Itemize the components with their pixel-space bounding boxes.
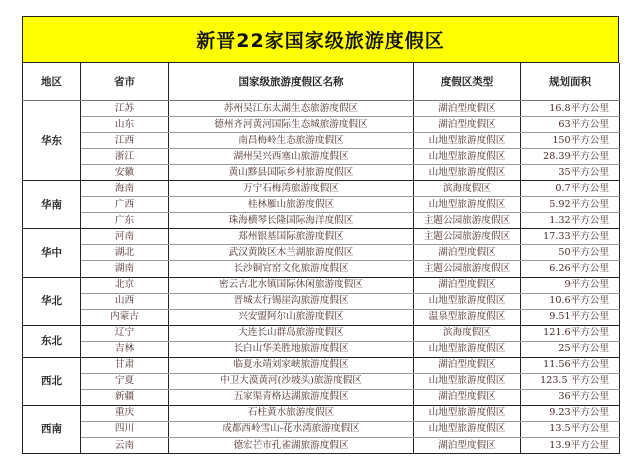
table-row: [23, 373, 620, 389]
resort-type-cell: 山地型旅游度假区: [414, 405, 521, 421]
resort-name-cell: 中卫大漠黄河(沙坡头)旅游度假区: [169, 373, 414, 389]
title-banner: [22, 16, 619, 63]
planned-area-cell: 16.8平方公里: [521, 101, 620, 117]
resort-name-cell: 长白山华美胜地旅游度假区: [169, 341, 414, 357]
page-title: 新晋22家国家级旅游度假区: [196, 30, 445, 52]
region-cell: 西南: [23, 405, 81, 453]
planned-area-cell: 123.5 平方公里: [521, 373, 620, 389]
planned-area-cell: 50平方公里: [521, 245, 620, 261]
planned-area-cell: 10.6平方公里: [521, 293, 620, 309]
resort-type-cell: 湖泊型度假区: [414, 357, 521, 373]
table-row: [23, 277, 620, 293]
table-row: [23, 117, 620, 133]
table-row: [23, 133, 620, 149]
resort-type-cell: 主题公园旅游度假区: [414, 261, 521, 277]
region-cell: 华北: [23, 277, 81, 325]
planned-area-cell: 13.9平方公里: [521, 437, 620, 453]
table-row: [23, 325, 620, 341]
resort-type-cell: 湖泊型度假区: [414, 117, 521, 133]
province-cell: 安徽: [81, 165, 169, 181]
region-cell: 华中: [23, 229, 81, 277]
resort-name-cell: 万宁石梅湾旅游度假区: [169, 181, 414, 197]
header-region: 地区: [23, 63, 81, 101]
planned-area-cell: 11.56平方公里: [521, 357, 620, 373]
resort-name-cell: 南昌梅岭生态旅游度假区: [169, 133, 414, 149]
planned-area-cell: 121.6平方公里: [521, 325, 620, 341]
table-row: [23, 101, 620, 117]
resort-name-cell: 德州齐河黄河国际生态城旅游度假区: [169, 117, 414, 133]
province-cell: 江苏: [81, 101, 169, 117]
resort-name-cell: 德宏芒市孔雀湖旅游度假区: [169, 437, 414, 453]
table-row: [23, 229, 620, 245]
resort-type-cell: 湖泊型度假区: [414, 389, 521, 405]
resort-name-cell: 临夏永靖刘家峡旅游度假区: [169, 357, 414, 373]
table-row: [23, 213, 620, 229]
resort-name-cell: 密云古北水镇国际休闲旅游度假区: [169, 277, 414, 293]
resort-name-cell: 黄山黟县国际乡村旅游度假区: [169, 165, 414, 181]
resort-type-cell: 滨海度假区: [414, 181, 521, 197]
table-row: [23, 357, 620, 373]
province-cell: 浙江: [81, 149, 169, 165]
table-row: [23, 261, 620, 277]
resort-table: [22, 63, 620, 454]
province-cell: 甘肃: [81, 357, 169, 373]
table-row: [23, 437, 620, 453]
table-row: [23, 341, 620, 357]
resort-type-cell: 山地型旅游度假区: [414, 293, 521, 309]
table-row: [23, 165, 620, 181]
resort-type-cell: 山地型旅游度假区: [414, 373, 521, 389]
header-resort-type: 度假区类型: [414, 63, 521, 101]
province-cell: 河南: [81, 229, 169, 245]
planned-area-cell: 1.32平方公里: [521, 213, 620, 229]
planned-area-cell: 13.5平方公里: [521, 421, 620, 437]
header-resort-name: 国家级旅游度假区名称: [169, 63, 414, 101]
province-cell: 湖北: [81, 245, 169, 261]
planned-area-cell: 35平方公里: [521, 165, 620, 181]
planned-area-cell: 0.7平方公里: [521, 181, 620, 197]
province-cell: 重庆: [81, 405, 169, 421]
table-row: [23, 389, 620, 405]
planned-area-cell: 9.23平方公里: [521, 405, 620, 421]
resort-type-cell: 温泉型旅游度假区: [414, 309, 521, 325]
resort-name-cell: 郑州银基国际旅游度假区: [169, 229, 414, 245]
table-row: [23, 149, 620, 165]
region-cell: 西北: [23, 357, 81, 405]
planned-area-cell: 5.92平方公里: [521, 197, 620, 213]
resort-type-cell: 山地型旅游度假区: [414, 421, 521, 437]
resort-name-cell: 长沙铜官窑文化旅游度假区: [169, 261, 414, 277]
resort-type-cell: 山地型旅游度假区: [414, 165, 521, 181]
resort-name-cell: 湖州吴兴西塞山旅游度假区: [169, 149, 414, 165]
resort-type-cell: 主题公园旅游度假区: [414, 229, 521, 245]
planned-area-cell: 25平方公里: [521, 341, 620, 357]
planned-area-cell: 150平方公里: [521, 133, 620, 149]
province-cell: 吉林: [81, 341, 169, 357]
table-header-row: [23, 63, 620, 101]
province-cell: 山西: [81, 293, 169, 309]
resort-table-sheet: [22, 16, 619, 454]
table-row: [23, 197, 620, 213]
planned-area-cell: 63平方公里: [521, 117, 620, 133]
province-cell: 四川: [81, 421, 169, 437]
resort-type-cell: 滨海度假区: [414, 325, 521, 341]
planned-area-cell: 9.51平方公里: [521, 309, 620, 325]
region-cell: 华东: [23, 101, 81, 181]
province-cell: 宁夏: [81, 373, 169, 389]
province-cell: 辽宁: [81, 325, 169, 341]
province-cell: 广东: [81, 213, 169, 229]
province-cell: 海南: [81, 181, 169, 197]
table-body: [23, 101, 620, 454]
resort-type-cell: 山地型旅游度假区: [414, 341, 521, 357]
resort-type-cell: 湖泊型度假区: [414, 277, 521, 293]
province-cell: 北京: [81, 277, 169, 293]
planned-area-cell: 9平方公里: [521, 277, 620, 293]
resort-name-cell: 兴安盟阿尔山旅游度假区: [169, 309, 414, 325]
resort-type-cell: 山地型旅游度假区: [414, 197, 521, 213]
header-planned-area: 规划面积: [521, 63, 620, 101]
resort-name-cell: 苏州吴江东太湖生态旅游度假区: [169, 101, 414, 117]
resort-type-cell: 湖泊型度假区: [414, 437, 521, 453]
province-cell: 广西: [81, 197, 169, 213]
resort-name-cell: 石柱黄水旅游度假区: [169, 405, 414, 421]
region-cell: 华南: [23, 181, 81, 229]
resort-name-cell: 晋城太行锡崖沟旅游度假区: [169, 293, 414, 309]
resort-name-cell: 五家渠青格达湖旅游度假区: [169, 389, 414, 405]
table-row: [23, 181, 620, 197]
province-cell: 内蒙古: [81, 309, 169, 325]
resort-name-cell: 珠海横琴长隆国际海洋度假区: [169, 213, 414, 229]
planned-area-cell: 6.26平方公里: [521, 261, 620, 277]
resort-type-cell: 山地型旅游度假区: [414, 149, 521, 165]
table-row: [23, 421, 620, 437]
province-cell: 新疆: [81, 389, 169, 405]
planned-area-cell: 36平方公里: [521, 389, 620, 405]
header-province: 省市: [81, 63, 169, 101]
resort-name-cell: 桂林雁山旅游度假区: [169, 197, 414, 213]
table-row: [23, 293, 620, 309]
region-cell: 东北: [23, 325, 81, 357]
resort-type-cell: 湖泊型度假区: [414, 101, 521, 117]
resort-name-cell: 武汉黄陂区木兰湖旅游度假区: [169, 245, 414, 261]
resort-name-cell: 大连长山群岛旅游度假区: [169, 325, 414, 341]
table-row: [23, 245, 620, 261]
table-row: [23, 405, 620, 421]
planned-area-cell: 28.39平方公里: [521, 149, 620, 165]
province-cell: 山东: [81, 117, 169, 133]
resort-name-cell: 成都西岭雪山-花水湾旅游度假区: [169, 421, 414, 437]
province-cell: 江西: [81, 133, 169, 149]
resort-type-cell: 主题公园旅游度假区: [414, 213, 521, 229]
table-row: [23, 309, 620, 325]
province-cell: 湖南: [81, 261, 169, 277]
resort-type-cell: 山地型旅游度假区: [414, 133, 521, 149]
planned-area-cell: 17.33平方公里: [521, 229, 620, 245]
resort-type-cell: 湖泊型度假区: [414, 245, 521, 261]
province-cell: 云南: [81, 437, 169, 453]
